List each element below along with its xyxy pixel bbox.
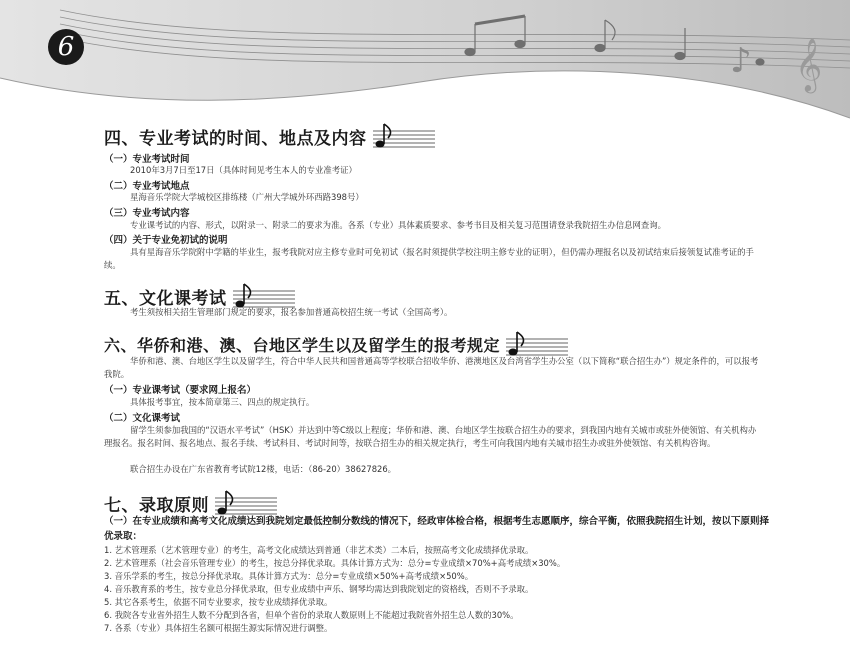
s6-paragraph-4: 联合招生办设在广东省教育考试院12楼，电话：（86-20）38627826。 (130, 464, 397, 474)
s7-list-item-4: 4. 音乐教育系的考生，按专业总分择优录取，但专业成绩中声乐、钢琴均需达到我院划定的资格线，否则不予录取。 (104, 584, 534, 594)
s4-paragraph-3: 专业课考试的内容、形式，以附录一、附录二的要求为准。各系（专业）具体素质要求、参考书目及相关复习范围请登录我院招生办信息网查询。 (130, 220, 666, 230)
header-decoration (0, 0, 850, 140)
music-note-icon (506, 331, 568, 357)
s6-subheading-2: （二）文化课考试 (104, 413, 181, 424)
s5-paragraph-1: 考生须按相关招生管理部门规定的要求，报名参加普通高校招生统一考试（全国高考）。 (130, 307, 453, 317)
s6-paragraph-3: 留学生须参加我国的“汉语水平考试”（HSK）并达到中等C级以上程度；华侨和港、澳、台地区学生按联合招生办的要求，到我国内地有关城市或驻外使领馆、有关机构办理报名。报名时间、报名地点、报名手续、考试科目、考试时间等，按联合招生办的相关规定执行，考生可向我国内地有关城市招生办或驻外使领馆、有关机构咨询。 (104, 425, 757, 448)
music-note-icon (215, 490, 277, 516)
section-7-heading: 七、录取原则 (104, 490, 277, 516)
section-6-heading: 六、华侨和港、澳、台地区学生以及留学生的报考规定 (104, 331, 568, 357)
s7-list-item-5: 5. 其它各系考生，依据不同专业要求，按专业成绩择优录取。 (104, 597, 333, 607)
s7-list-item-7: 7. 各系（专业）具体招生名额可根据生源实际情况进行调整。 (104, 623, 333, 633)
s4-subheading-3: （三）专业考试内容 (104, 208, 190, 219)
s4-paragraph-2: 星海音乐学院大学城校区排练楼（广州大学城外环西路398号） (130, 192, 364, 202)
s7-list-item-2: 2. 艺术管理系（社会音乐管理专业）的考生，按总分择优录取。具体计算方式为：总分=专业成绩×70%+高考成绩×30%。 (104, 558, 566, 568)
s4-paragraph-1: 2010年3月7日至17日（具体时间见考生本人的专业准考证） (130, 165, 357, 175)
s6-paragraph-1: 华侨和港、澳、台地区学生以及留学生，符合中华人民共和国普通高等学校联合招收华侨、港澳地区及台湾省学生办公室（以下简称“联合招生办”）规定条件的，可以报考我院。 (104, 356, 759, 379)
s6-subheading-1: （一）专业课考试（要求网上报名） (104, 385, 257, 396)
s7-list-item-3: 3. 音乐学系的考生，按总分择优录取。具体计算方式为：总分=专业成绩×50%+高考成绩×50%。 (104, 571, 474, 581)
section-4-heading: 四、专业考试的时间、地点及内容 (104, 123, 435, 149)
s4-subheading-2: （二）专业考试地点 (104, 181, 190, 192)
s4-subheading-4: （四）关于专业免初试的说明 (104, 235, 228, 246)
page-number: 6 (48, 29, 84, 65)
music-note-icon (373, 123, 435, 149)
s4-subheading-1: （一）专业考试时间 (104, 154, 190, 165)
s6-paragraph-2: 具体报考事宜，按本简章第三、四点的规定执行。 (130, 397, 315, 407)
section-5-heading: 五、文化课考试 (104, 283, 295, 309)
svg-text:♪: ♪ (730, 41, 752, 81)
s7-list-item-1: 1. 艺术管理系（艺术管理专业）的考生，高考文化成绩达到普通（非艺术类）二本后，按照高考文化成绩择优录取。 (104, 545, 534, 555)
s4-paragraph-4: 具有星海音乐学院附中学籍的毕业生，报考我院对应主修专业时可免初试（报名时须提供学校注明主修专业的证明），但仍需办理报名以及初试结束后接领复试准考证的手续。 (104, 247, 754, 270)
s7-list-item-6: 6. 我院各专业省外招生人数不分配到各省，但单个省份的录取人数原则上不能超过我院省外招生总人数的30%。 (104, 610, 519, 620)
s7-subheading-1: （一）在专业成绩和高考文化成绩达到我院划定最低控制分数线的情况下，经政审体检合格，根据考生志愿顺序，综合平衡，依照我院招生计划，按以下原则择优录取： (104, 516, 770, 542)
svg-text:𝄞: 𝄞 (795, 37, 823, 91)
